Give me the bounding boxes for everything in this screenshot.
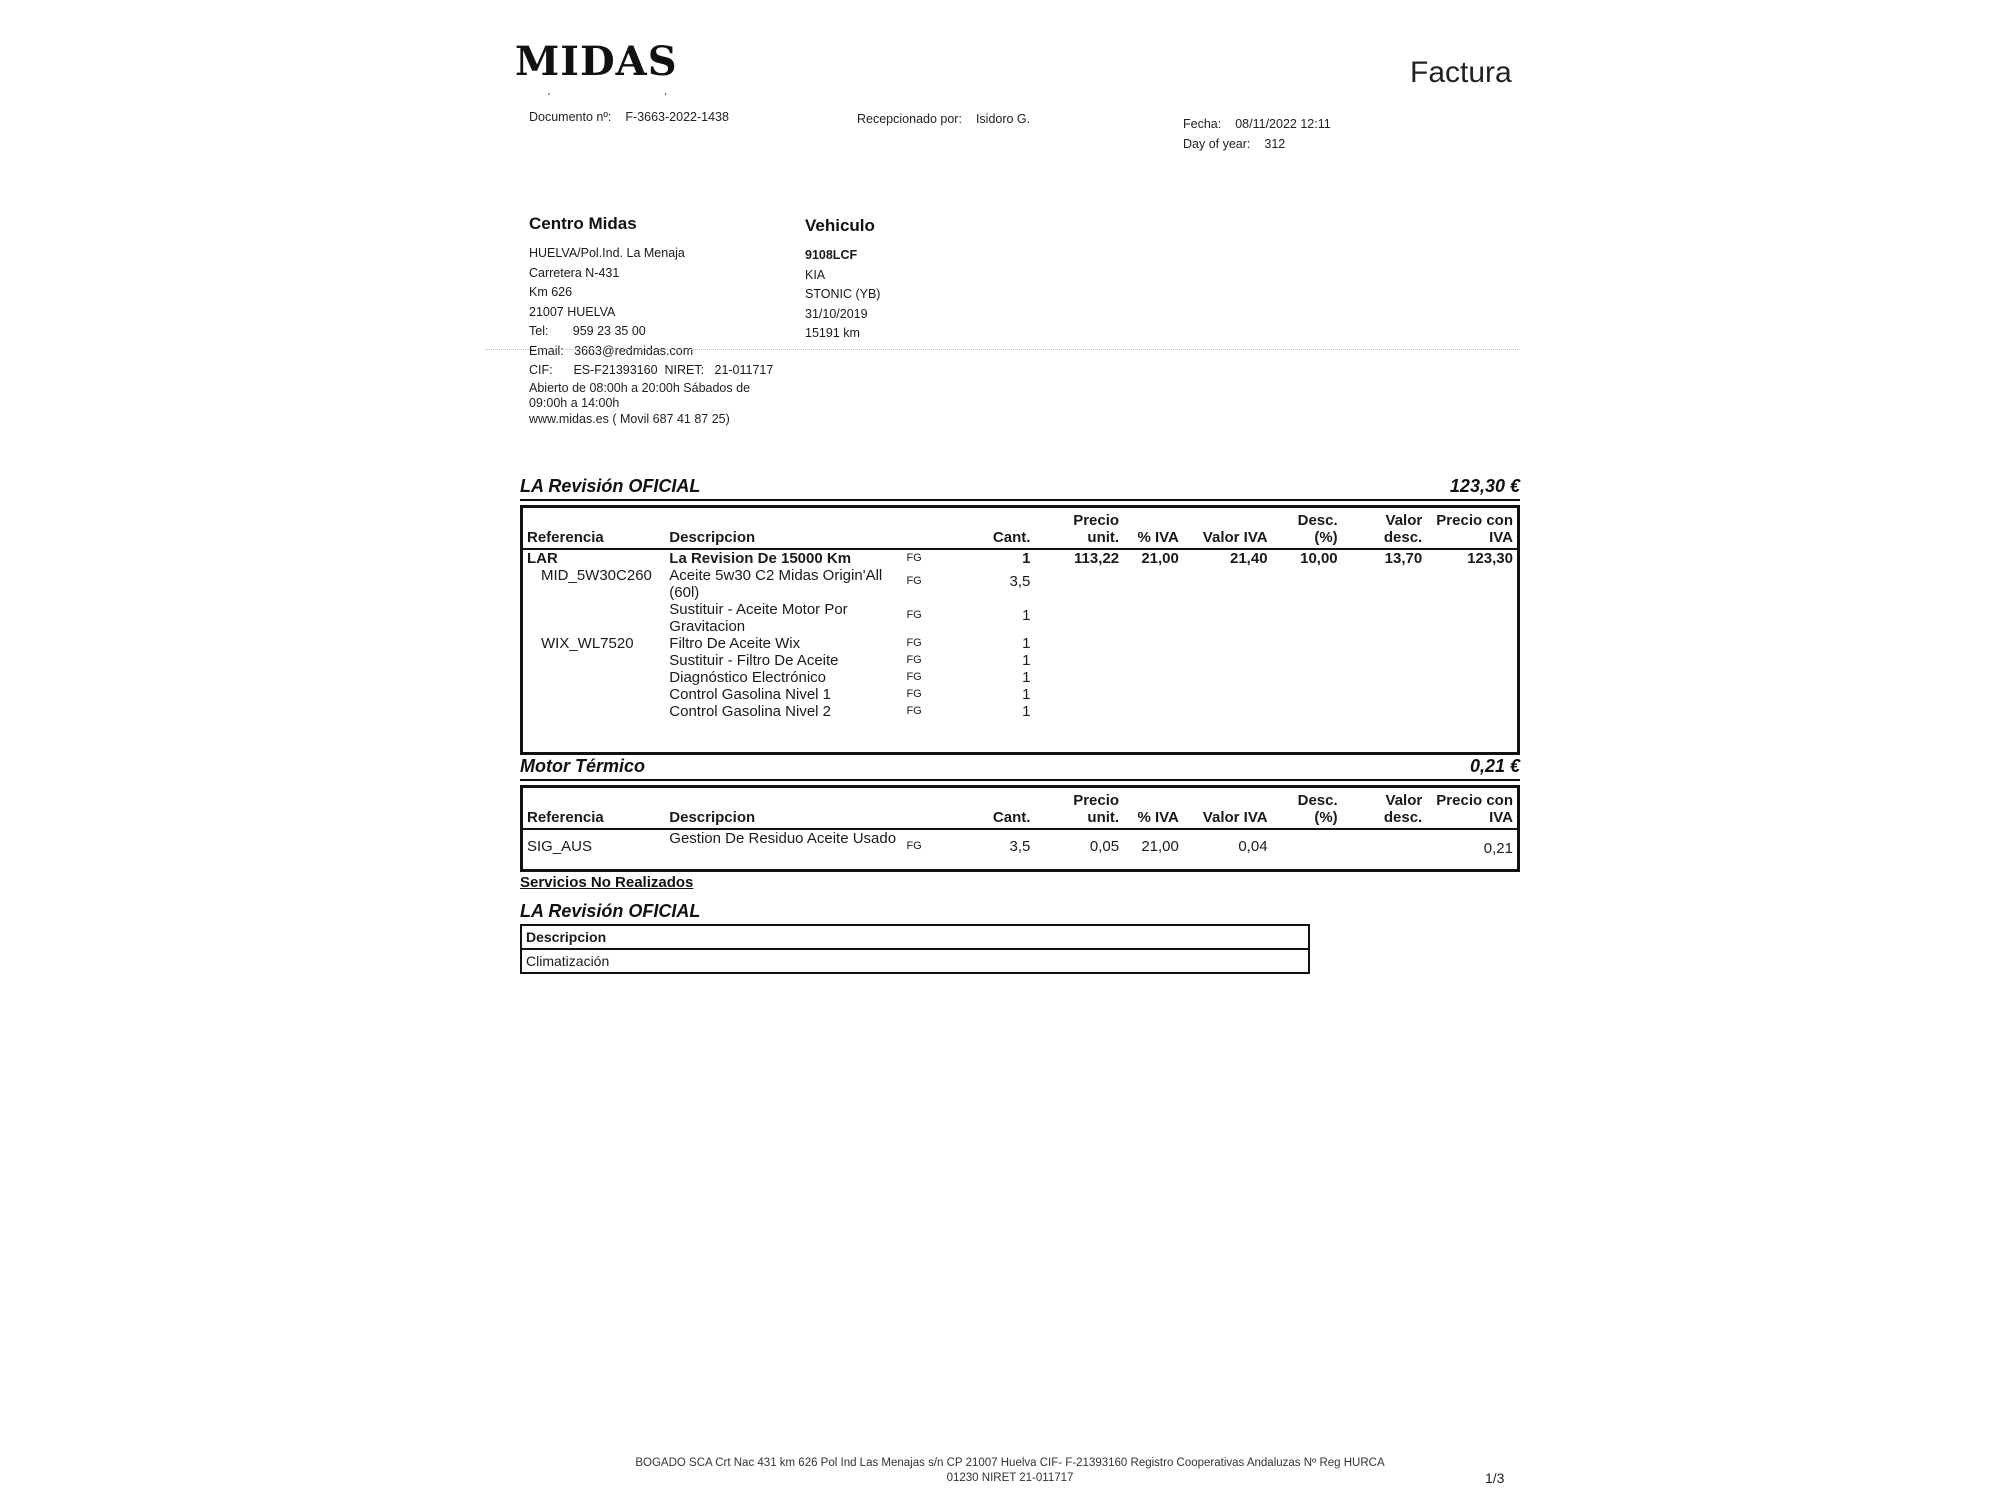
cell-ref: MID_5W30C260 <box>541 567 652 584</box>
vehiculo-marca: KIA <box>805 267 826 282</box>
table-header <box>523 788 1517 829</box>
recepcionado-por: Recepcionado por: Isidoro G. <box>857 112 1031 126</box>
centro-cif: CIF: ES-F21393160 NIRET: 21-011717 <box>529 363 774 377</box>
table-row <box>523 635 1517 652</box>
cell-fg: FG <box>906 575 922 587</box>
col-valor-iva: Valor IVA <box>1183 788 1272 829</box>
table-header <box>522 926 1308 949</box>
col-iva: % IVA <box>1123 508 1183 549</box>
centro-horario: Abierto de 08:00h a 20:00h Sábados de 09:00h a 14:00h <box>529 380 751 410</box>
col-cant: Cant. <box>975 788 1035 829</box>
cell-desc: Climatización <box>522 949 1308 973</box>
col-iva: % IVA <box>1123 788 1183 829</box>
section-rule <box>520 499 1520 501</box>
centro-email: Email: 3663@redmidas.com <box>529 343 694 358</box>
col-precio-iva: Precio con IVA <box>1426 508 1517 549</box>
cell-fg: FG <box>906 705 922 717</box>
cell-desc: Control Gasolina Nivel 1 <box>669 686 832 703</box>
table-row <box>523 703 1517 720</box>
centro-title: Centro Midas <box>529 214 637 233</box>
cell-desc: Aceite 5w30 C2 Midas Origin'All (60l) <box>669 567 883 601</box>
vehiculo-matricula: 9108LCF <box>805 248 858 262</box>
table-header <box>523 508 1517 549</box>
section-total: 123,30 € <box>1449 476 1520 496</box>
cell-desc: Sustituir - Filtro De Aceite <box>669 652 839 669</box>
centro-block <box>529 214 799 428</box>
day-of-year: Day of year: 312 <box>1183 137 1286 151</box>
cell-desc: La Revision De 15000 Km <box>669 550 852 567</box>
no-realizados-table <box>520 924 1310 974</box>
cell-cant: 1 <box>1022 607 1031 624</box>
section-motor <box>520 748 1520 872</box>
section-title: LA Revisión OFICIAL <box>520 476 701 496</box>
cell-valor-desc: 13,70 <box>1384 550 1423 567</box>
cell-desc: Control Gasolina Nivel 2 <box>669 703 832 720</box>
col-precio: Precio unit. <box>1034 508 1123 549</box>
col-desc: Desc. (%) <box>1272 788 1342 829</box>
centro-line: Carretera N-431 <box>529 265 620 280</box>
col-referencia: Referencia <box>523 788 665 829</box>
centro-line: HUELVA/Pol.Ind. La Menaja <box>529 246 685 260</box>
col-fg <box>902 508 974 549</box>
cell-total: 0,21 <box>1483 840 1513 857</box>
cell-cant: 1 <box>1022 635 1031 652</box>
logo-marks: ' ' <box>548 92 723 103</box>
revision-table <box>520 505 1520 755</box>
cell-fg: FG <box>906 688 922 700</box>
cell-cant: 1 <box>1022 652 1031 669</box>
table-row <box>523 669 1517 686</box>
col-desc: Desc. (%) <box>1272 508 1342 549</box>
cell-ref <box>523 652 665 669</box>
cell-cant: 3,5 <box>1009 573 1031 590</box>
cell-precio: 113,22 <box>1074 550 1120 567</box>
centro-line: 21007 HUELVA <box>529 304 616 319</box>
cell-valor-iva: 0,04 <box>1238 838 1268 855</box>
vehiculo-title: Vehiculo <box>805 216 875 235</box>
table-row <box>522 949 1308 973</box>
cell-fg: FG <box>906 552 922 564</box>
table-row <box>523 686 1517 703</box>
col-valor-desc: Valor desc. <box>1342 788 1427 829</box>
cell-ref <box>523 669 665 686</box>
col-fg <box>902 788 974 829</box>
cell-desc: Diagnóstico Electrónico <box>669 669 827 686</box>
cell-ref <box>523 703 665 720</box>
table-row <box>523 652 1517 669</box>
section-total: 0,21 € <box>1469 756 1520 776</box>
cell-fg: FG <box>906 654 922 666</box>
cell-cant: 1 <box>1022 669 1031 686</box>
cell-iva: 21,00 <box>1141 550 1179 567</box>
table-row <box>523 567 1517 601</box>
section-rule <box>520 779 1520 781</box>
cell-desc: Filtro De Aceite Wix <box>669 635 801 652</box>
fecha-block <box>1183 114 1331 154</box>
motor-table <box>520 785 1520 872</box>
cell-cant: 3,5 <box>1009 838 1031 855</box>
revision-items-table <box>523 508 1517 720</box>
cell-iva: 21,00 <box>1141 838 1179 855</box>
vehiculo-modelo: STONIC (YB) <box>805 287 881 301</box>
document-title: Factura <box>1410 56 1512 89</box>
col-precio-iva: Precio con IVA <box>1426 788 1517 829</box>
footer-line: BOGADO SCA Crt Nac 431 km 626 Pol Ind Las Menajas s/n CP 21007 Huelva CIF- F-21393160 Registro Cooperativas Andaluzas Nº Reg HURCA <box>635 1457 1385 1469</box>
separator <box>485 349 1520 350</box>
centro-phone: Tel: 959 23 35 00 <box>529 324 646 338</box>
section-revision <box>520 468 1520 755</box>
centro-web: www.midas.es ( Movil 687 41 87 25) <box>529 411 730 426</box>
cell-cant: 1 <box>1022 703 1031 720</box>
cell-cant: 1 <box>1022 550 1031 567</box>
midas-logo: MIDAS <box>515 38 678 85</box>
col-precio: Precio unit. <box>1034 788 1123 829</box>
vehiculo-block <box>805 216 1005 344</box>
col-referencia: Referencia <box>523 508 665 549</box>
cell-valor-iva: 21,40 <box>1230 550 1268 567</box>
cell-ref: SIG_AUS <box>527 838 593 855</box>
vehiculo-fecha: 31/10/2019 <box>805 306 868 321</box>
motor-items-table <box>523 788 1517 857</box>
cell-ref: WIX_WL7520 <box>541 635 634 652</box>
documento-number: Documento nº: F-3663-2022-1438 <box>529 110 729 124</box>
table-row <box>523 549 1517 567</box>
cell-desc-pct: 10,00 <box>1300 550 1338 567</box>
cell-ref <box>523 686 665 703</box>
cell-desc: Gestion De Residuo Aceite Usado <box>669 830 897 847</box>
col-descripcion: Descripcion <box>665 508 902 549</box>
fecha: Fecha: 08/11/2022 12:11 <box>1183 117 1331 131</box>
footer-line: 01230 NIRET 21-011717 <box>946 1472 1074 1484</box>
col-cant: Cant. <box>975 508 1035 549</box>
col-descripcion: Descripcion <box>665 788 902 829</box>
cell-fg: FG <box>906 671 922 683</box>
col-valor-desc: Valor desc. <box>1342 508 1427 549</box>
cell-fg: FG <box>906 840 922 852</box>
cell-precio: 0,05 <box>1089 838 1120 855</box>
no-realizados <box>520 874 1310 974</box>
cell-ref: LAR <box>527 550 558 567</box>
cell-desc: Sustituir - Aceite Motor Por Gravitacion <box>669 601 848 635</box>
table-row <box>523 601 1517 635</box>
cell-ref <box>523 601 665 635</box>
col-descripcion: Descripcion <box>522 926 1308 949</box>
page-number: 1/3 <box>1485 1470 1505 1486</box>
col-valor-iva: Valor IVA <box>1183 508 1272 549</box>
cell-cant: 1 <box>1022 686 1031 703</box>
centro-line: Km 626 <box>529 285 573 299</box>
table-row <box>523 829 1517 857</box>
cell-fg: FG <box>906 609 922 621</box>
footer <box>560 1456 1460 1486</box>
no-realizados-subtitle: LA Revisión OFICIAL <box>520 901 701 921</box>
cell-fg: FG <box>906 637 922 649</box>
no-realizados-title: Servicios No Realizados <box>520 874 694 891</box>
vehiculo-km: 15191 km <box>805 326 860 340</box>
cell-total: 123,30 <box>1467 550 1513 567</box>
section-title: Motor Térmico <box>520 756 646 776</box>
